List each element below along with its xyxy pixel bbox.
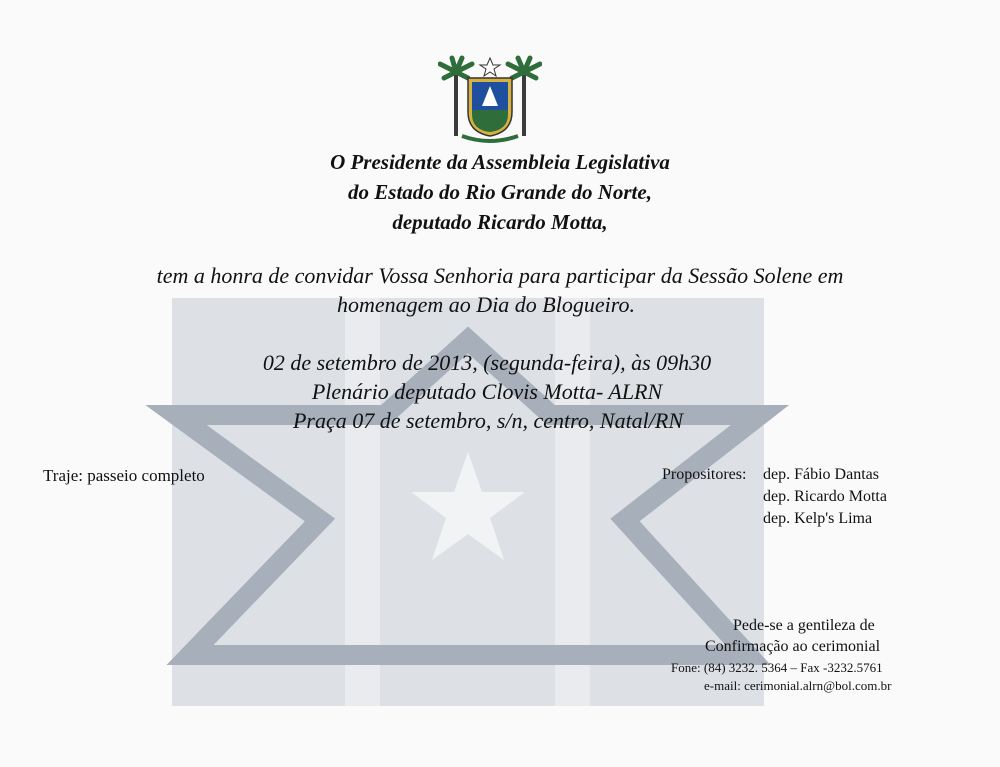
rsvp-email: e-mail: cerimonial.alrn@bol.com.br xyxy=(704,678,892,693)
event-venue: Plenário deputado Clovis Motta- ALRN xyxy=(311,379,663,404)
proponent-name: dep. Ricardo Motta xyxy=(763,488,887,505)
proponents-label: Propositores: xyxy=(662,466,747,483)
coat-of-arms-icon xyxy=(438,52,542,148)
rsvp-line-1: Pede-se a gentileza de xyxy=(733,617,875,634)
invitation-line-2: homenagem ao Dia do Blogueiro. xyxy=(337,292,635,317)
proponent-name: dep. Fábio Dantas xyxy=(763,466,879,483)
header-line-3: deputado Ricardo Motta, xyxy=(392,210,608,234)
rsvp-line-2: Confirmação ao cerimonial xyxy=(705,638,881,655)
event-date: 02 de setembro de 2013, (segunda-feira), às 09h30 xyxy=(262,350,712,375)
event-address: Praça 07 de setembro, s/n, centro, Natal/RN xyxy=(292,408,684,433)
invitation-line-1: tem a honra de convidar Vossa Senhoria para participar da Sessão Solene em xyxy=(156,263,844,288)
rsvp-phone: Fone: (84) 3232. 5364 – Fax -3232.5761 xyxy=(671,660,883,675)
header-line-2: do Estado do Rio Grande do Norte, xyxy=(348,180,652,204)
header-line-1: O Presidente da Assembleia Legislativa xyxy=(330,150,670,174)
dress-code: Traje: passeio completo xyxy=(43,466,205,485)
proponent-name: dep. Kelp's Lima xyxy=(763,510,873,527)
